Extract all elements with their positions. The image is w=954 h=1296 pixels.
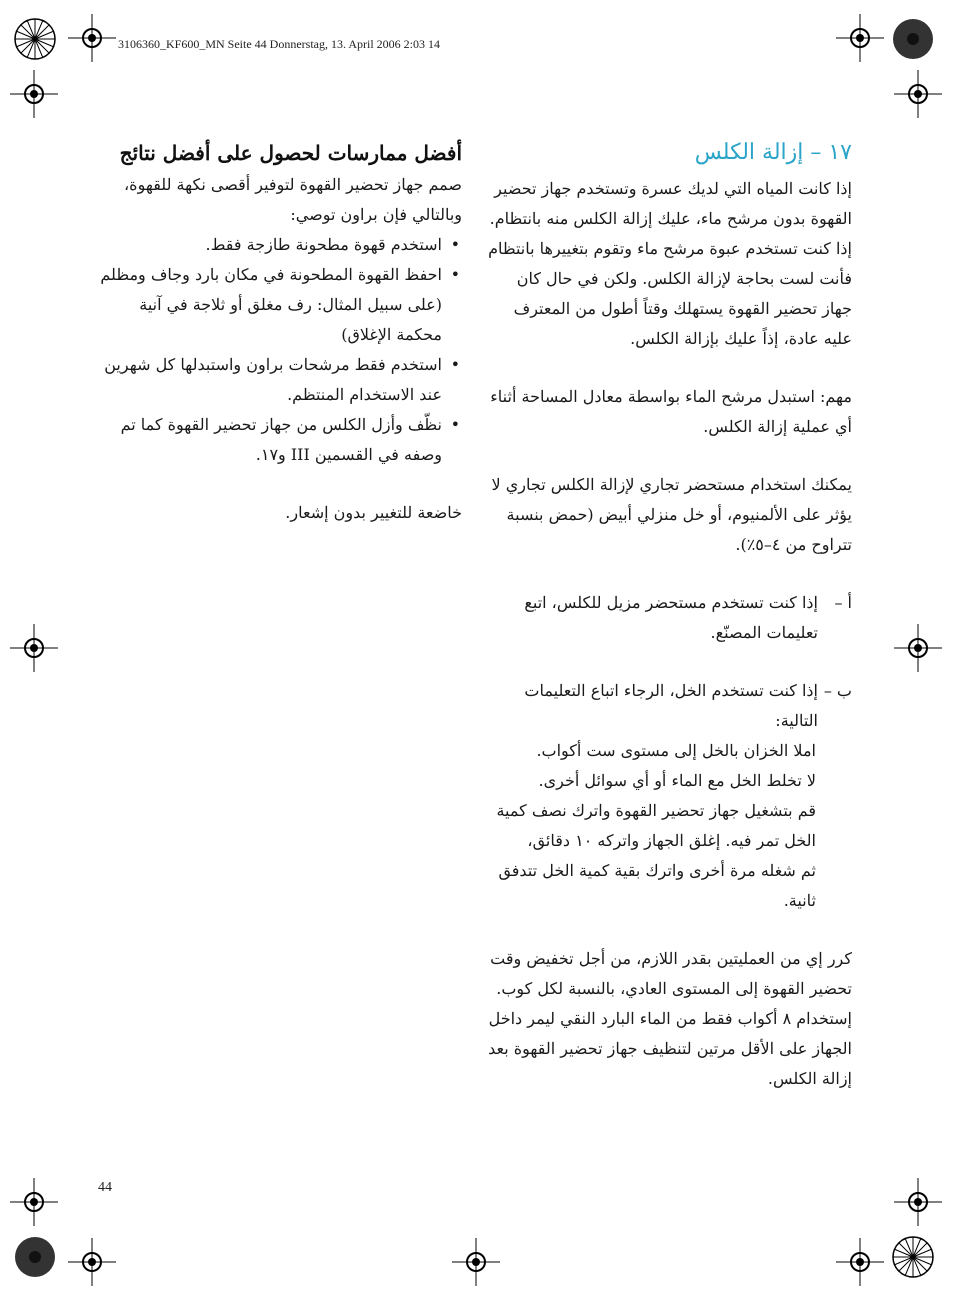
print-header: 3106360_KF600_MN Seite 44 Donnerstag, 13. April 2006 2:03 14: [118, 37, 440, 51]
starburst-mark-icon: [892, 1236, 934, 1278]
rinse-instruction: إستخدام ٨ أكواب فقط من الماء البارد النقي ليمر داخل الجهاز على الأقل مرتين لتنظيف جهاز تحضير القهوة بعد إزالة الكلس.: [488, 1009, 852, 1088]
registration-mark-icon: [68, 14, 116, 62]
registration-mark-icon: [10, 1178, 58, 1226]
registration-mark-icon: [68, 1238, 116, 1286]
step-b-text: إذا كنت تستخدم الخل، الرجاء اتباع التعليمات التالية:: [524, 681, 818, 730]
best-practices-heading: أفضل ممارسات لحصول على أفضل نتائج: [119, 141, 462, 165]
registration-mark-icon: [452, 1238, 500, 1286]
step-b: [486, 676, 852, 736]
descaler-options: يمكنك استخدام مستحضر تجاري لإزالة الكلس تجاري لا يؤثر على الألمنيوم، أو خل منزلي أبيض (حمض بنسبة تتراوح من ٤–٥٪).: [491, 475, 852, 554]
important-note: مهم: استبدل مرشح الماء بواسطة معادل المساحة أثناء أي عملية إزالة الكلس.: [490, 387, 852, 436]
registration-mark-icon: [894, 624, 942, 672]
best-practices-section: [96, 136, 462, 528]
registration-mark-icon: [894, 1178, 942, 1226]
step-b-line: املا الخزان بالخل إلى مستوى ست أكواب.: [536, 741, 816, 760]
starburst-mark-icon: [892, 18, 934, 60]
list-item: • احفظ القهوة المطحونة في مكان بارد وجاف ومظلم (على سبيل المثال: رف مغلق أو ثلاجة في آنية محكمة الإغلاق): [96, 260, 462, 350]
step-b-lines: [486, 736, 852, 916]
registration-mark-icon: [10, 624, 58, 672]
step-a: [486, 588, 852, 648]
descaling-heading: ١٧ – إزالة الكلس: [694, 140, 852, 165]
best-practices-intro: صمم جهاز تحضير القهوة لتوفير أقصى نكهة للقهوة، وبالتالي فإن براون توصي:: [124, 175, 462, 224]
starburst-mark-icon: [14, 18, 56, 60]
step-a-label: أ –: [834, 593, 852, 612]
descaling-section: [486, 136, 852, 1094]
best-practices-list: [96, 230, 462, 470]
descaling-intro: إذا كانت المياه التي لديك عسرة وتستخدم جهاز تحضير القهوة بدون مرشح ماء، عليك إزالة الكلس منه بانتظام. إذا كنت تستخدم عبوة مرشح ماء وتقوم بتغييرها بانتظام فأنت لست بحاجة لإزالة الكلس. ولكن في حال كان جهاز تحضير القهوة يستهلك وقتاً أطول من المعترف عليه عادة، إذاً عليك بإزالة الكلس.: [488, 179, 852, 348]
step-a-text: إذا كنت تستخدم مستحضر مزيل للكلس، اتبع تعليمات المصنّع.: [524, 593, 818, 642]
step-b-line: ثم شغله مرة أخرى واترك بقية كمية الخل تتدفق ثانية.: [498, 861, 816, 910]
step-b-line: لا تخلط الخل مع الماء أو أي سوائل أخرى.: [538, 771, 816, 790]
step-b-line: قم بتشغيل جهاز تحضير القهوة واترك نصف كمية الخل تمر فيه. إغلق الجهاز واتركه ١٠ دقائق،: [496, 801, 816, 850]
registration-mark-icon: [836, 1238, 884, 1286]
registration-mark-icon: [894, 70, 942, 118]
list-item: • استخدم قهوة مطحونة طازجة فقط.: [96, 230, 462, 260]
disclaimer: خاضعة للتغيير بدون إشعار.: [285, 503, 462, 522]
step-b-label: ب –: [823, 681, 852, 700]
registration-mark-icon: [10, 70, 58, 118]
list-item: • استخدم فقط مرشحات براون واستبدلها كل شهرين عند الاستخدام المنتظم.: [96, 350, 462, 410]
registration-mark-icon: [836, 14, 884, 62]
starburst-mark-icon: [14, 1236, 56, 1278]
repeat-instruction: كرر إي من العمليتين بقدر اللازم، من أجل تخفيض وقت تحضير القهوة إلى المستوى العادي، بالنسبة لكل كوب.: [490, 949, 852, 998]
list-item: • نظّف وأزل الكلس من جهاز تحضير القهوة كما تم وصفه في القسمين III و١٧.: [96, 410, 462, 470]
page-number: 44: [98, 1180, 112, 1195]
